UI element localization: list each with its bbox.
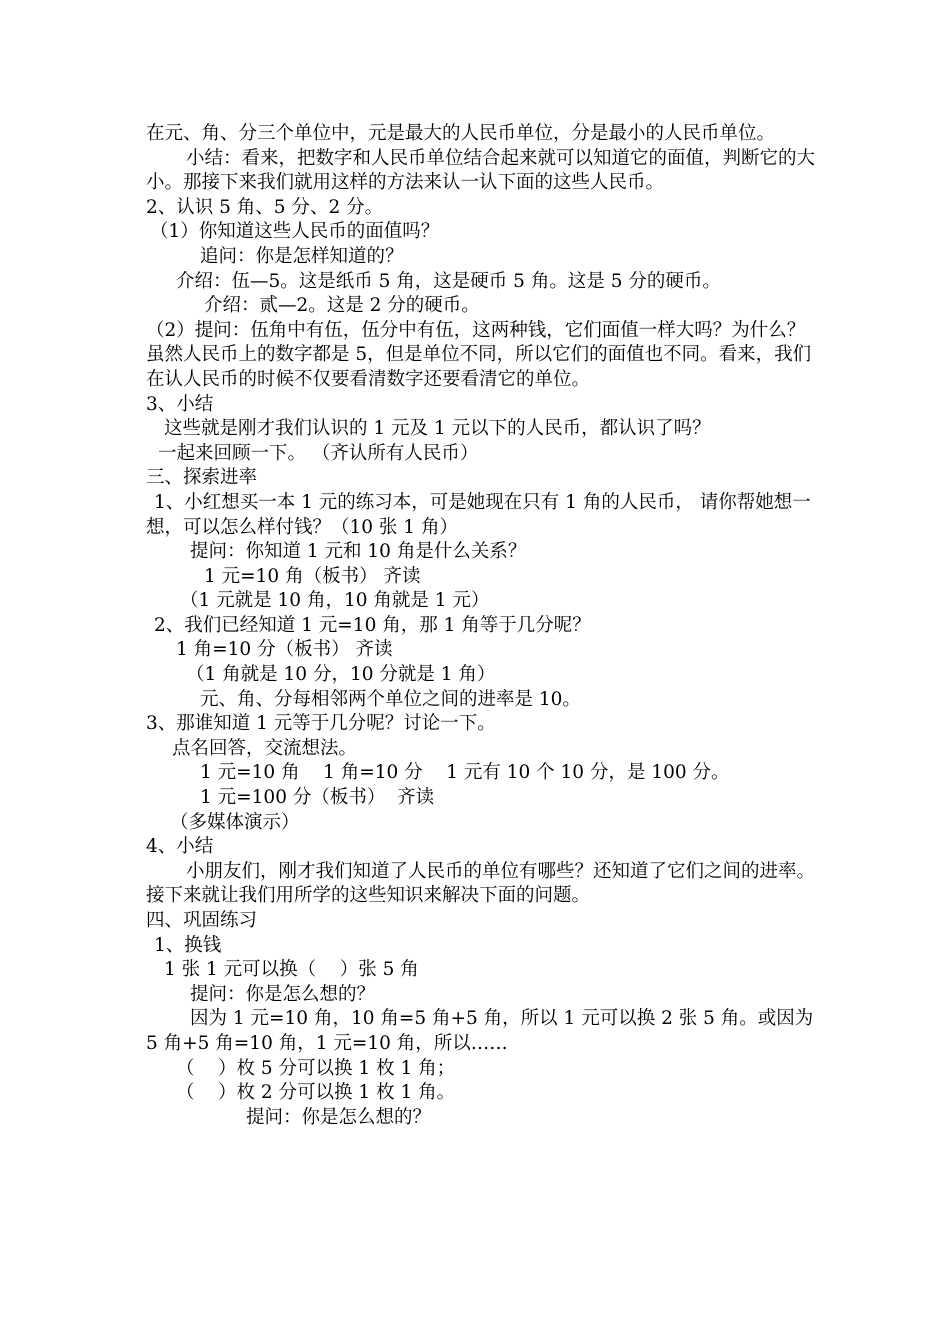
problem-1-question: 提问：你知道 1 元和 10 角是什么关系？ (190, 541, 527, 563)
discussion-note: 点名回答，交流想法。 (172, 737, 358, 759)
heading-step-2: 2、认识 5 角、5 分、2 分。 (146, 196, 384, 218)
exercise-fill-5fen: （ ）枚 5 分可以换 1 枚 1 角； (176, 1057, 456, 1079)
review-text: 一起来回顾一下。 （齐认所有人民币） (158, 442, 479, 464)
exercise-1-title: 1、换钱 (154, 934, 222, 956)
heading-summary-3: 3、小结 (146, 393, 214, 415)
conversion-rate-note: 元、角、分每相邻两个单位之间的进率是 10。 (200, 688, 581, 710)
equation-yuan-jiao: 1 元=10 角（板书） 齐读 (204, 565, 421, 587)
heading-section-4: 四、巩固练习 (146, 910, 258, 931)
problem-2: 2、我们已经知道 1 元=10 角，那 1 角等于几分呢？ (154, 614, 591, 636)
explanation-jiao-fen: （1 角就是 10 分，10 分就是 1 角） (186, 664, 496, 686)
document-body (146, 122, 818, 1130)
multimedia-note: （多媒体演示） (170, 811, 300, 833)
exercise-1-prompt: 提问：你是怎么想的？ (190, 983, 376, 1005)
heading-section-3: 三、探索进率 (146, 467, 258, 489)
paragraph-summary-1: 小结：看来，把数字和人民币单位结合起来就可以知道它的面值，判断它的大小。那接下来我们就用这样的方法来认一认下面的这些人民币。 (146, 147, 816, 194)
heading-summary-4: 4、小结 (146, 836, 214, 858)
equation-summary: 1 元=10 角 1 角=10 分 1 元有 10 个 10 分，是 100 分。 (200, 762, 730, 784)
summary-4-text: 小朋友们，刚才我们知道了人民币的单位有哪些？还知道了它们之间的进率。接下来就让我们用所学的这些知识来解决下面的问题。 (146, 860, 816, 907)
follow-up-question: 追问：你是怎样知道的？ (200, 245, 404, 267)
question-2: （2）提问：伍角中有伍，伍分中有伍，这两种钱，它们面值一样大吗？为什么？虽然人民币上的数字都是 5，但是单位不同，所以它们的面值也不同。看来，我们在认人民币的时候不仅要看清数字还要看清它的单位。 (146, 319, 812, 390)
problem-3: 3、那谁知道 1 元等于几分呢？讨论一下。 (146, 713, 496, 735)
exercise-final-prompt: 提问：你是怎么想的？ (246, 1106, 432, 1128)
equation-jiao-fen: 1 角=10 分（板书） 齐读 (176, 639, 393, 661)
explanation-yuan-jiao: （1 元就是 10 角，10 角就是 1 元） (180, 590, 490, 612)
paragraph-unit-order: 在元、角、分三个单位中，元是最大的人民币单位，分是最小的人民币单位。 (146, 123, 776, 144)
exercise-1-question: 1 张 1 元可以换（ ）张 5 角 (164, 959, 419, 981)
problem-1: 1、小红想买一本 1 元的练习本，可是她现在只有 1 角的人民币， 请你帮她想一想，可以怎么样付钱？（10 张 1 角） (146, 491, 811, 538)
exercise-fill-2fen: （ ）枚 2 分可以换 1 枚 1 角。 (176, 1082, 456, 1104)
intro-2: 介绍：贰—2。这是 2 分的硬币。 (204, 295, 480, 317)
recap-text: 这些就是刚才我们认识的 1 元及 1 元以下的人民币，都认识了吗？ (164, 418, 711, 440)
intro-5: 介绍：伍—5。这是纸币 5 角，这是硬币 5 角。这是 5 分的硬币。 (176, 270, 721, 292)
equation-yuan-fen: 1 元=100 分（板书） 齐读 (200, 787, 435, 809)
question-1: （1）你知道这些人民币的面值吗？ (150, 221, 440, 243)
exercise-1-explanation: 因为 1 元=10 角，10 角=5 角+5 角，所以 1 元可以换 2 张 5 角。或因为 5 角+5 角=10 角，1 元=10 角，所以…… (146, 1008, 814, 1054)
